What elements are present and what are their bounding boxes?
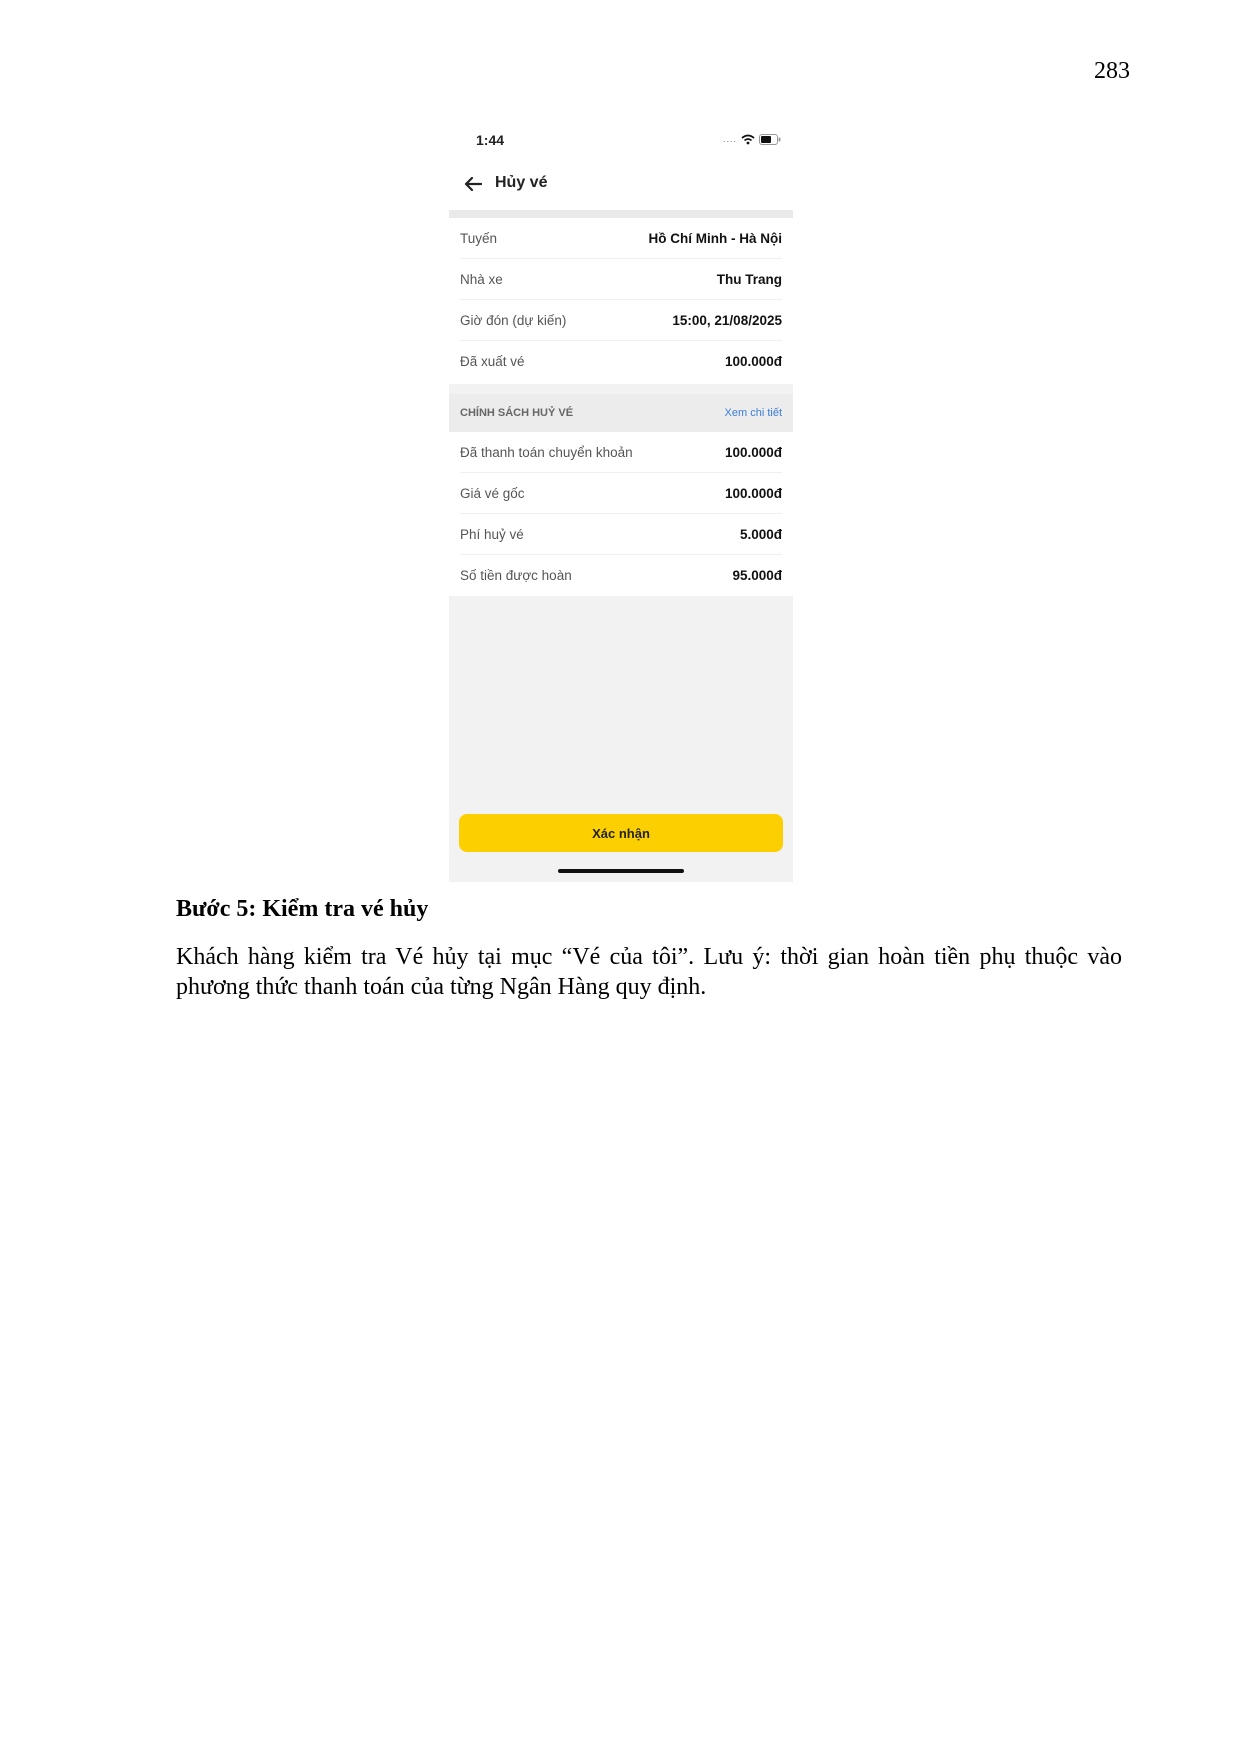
status-time: 1:44: [476, 132, 505, 148]
row-label: Số tiền được hoàn: [460, 567, 572, 583]
row-label: Tuyến: [460, 230, 498, 246]
row-label: Giá vé gốc: [460, 485, 525, 501]
policy-title: CHÍNH SÁCH HUỶ VÉ: [460, 407, 574, 419]
refund-row-refund-amount: [460, 555, 782, 595]
confirm-button[interactable]: Xác nhận: [459, 814, 783, 852]
wifi-icon: [741, 134, 755, 145]
row-value: 100.000đ: [724, 353, 782, 369]
trip-row-pickup-time: [460, 300, 782, 341]
refund-row-paid: [460, 432, 782, 473]
trip-info-section: [449, 218, 793, 384]
refund-section: [449, 432, 793, 596]
row-value: 100.000đ: [724, 444, 782, 460]
battery-icon: [759, 134, 781, 145]
row-value: 100.000đ: [724, 485, 782, 501]
app-header: [449, 158, 793, 210]
body-paragraph: Khách hàng kiểm tra Vé hủy tại mục “Vé của tôi”. Lưu ý: thời gian hoàn tiền phụ thuộc vào phương thức thanh toán của từng Ngân Hàng quy định.: [176, 944, 1122, 1000]
row-value: 5.000đ: [739, 526, 782, 542]
row-value: Thu Trang: [716, 271, 782, 287]
row-label: Phí huỷ vé: [460, 526, 524, 542]
trip-row-route: [460, 218, 782, 259]
header-divider: [449, 210, 793, 218]
row-value: Hồ Chí Minh - Hà Nội: [648, 230, 782, 246]
row-value: 15:00, 21/08/2025: [672, 312, 782, 328]
page-number: 283: [1094, 58, 1130, 84]
back-arrow-icon[interactable]: [461, 172, 485, 196]
row-label: Giờ đón (dự kiến): [460, 312, 567, 328]
refund-row-cancel-fee: [460, 514, 782, 555]
phone-screenshot: [449, 118, 793, 882]
signal-icon: ....: [722, 134, 737, 144]
step-heading: Bước 5: Kiểm tra vé hủy: [176, 896, 429, 922]
trip-row-operator: [460, 259, 782, 300]
row-value: 95.000đ: [732, 567, 782, 583]
row-label: Đã thanh toán chuyển khoản: [460, 444, 633, 460]
page-title: Hủy vé: [495, 174, 548, 191]
row-label: Nhà xe: [460, 271, 503, 287]
view-details-link[interactable]: Xem chi tiết: [724, 407, 782, 419]
trip-row-issued: [460, 341, 782, 381]
cancellation-policy-header: [449, 394, 793, 432]
status-icons: [723, 132, 781, 146]
row-label: Đã xuất vé: [460, 353, 525, 369]
home-indicator: [558, 869, 684, 873]
refund-row-original-price: [460, 473, 782, 514]
